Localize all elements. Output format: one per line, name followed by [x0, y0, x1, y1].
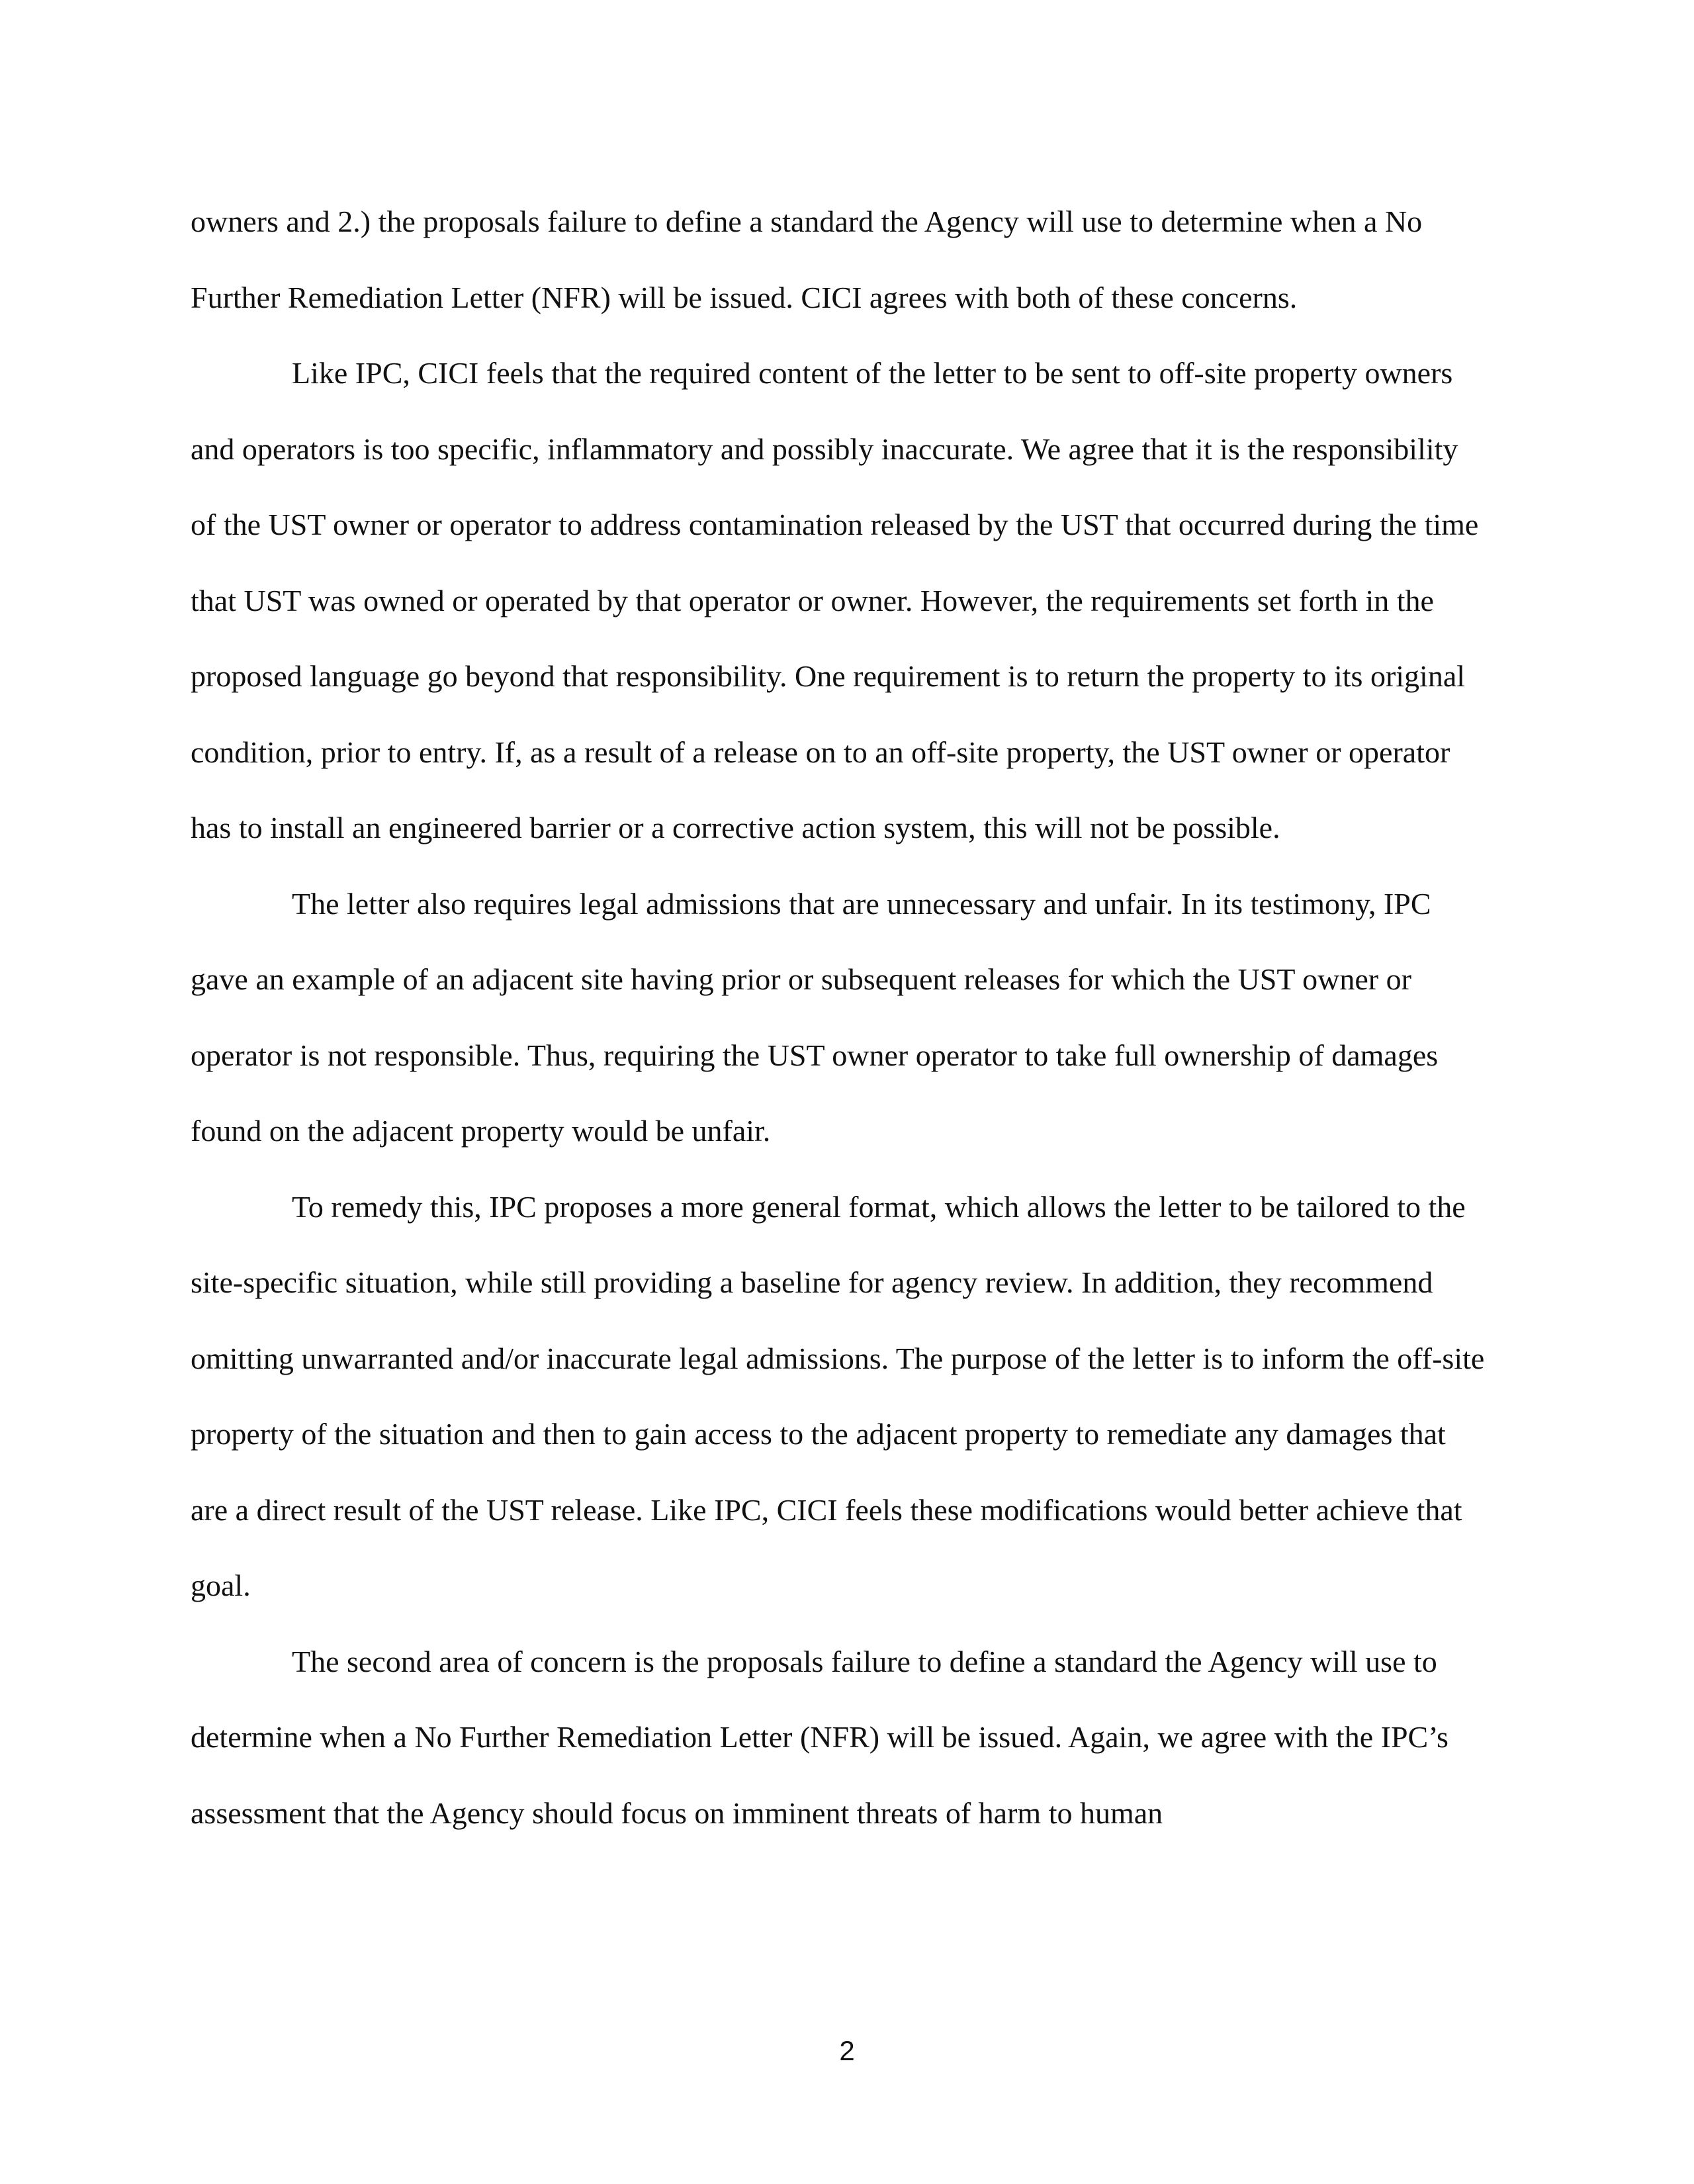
paragraph-legal-admissions: The letter also requires legal admissions that are unnecessary and unfair. In its testimony, IPC gave an example of an adjacent site having prior or subsequent releases for which the UST owner or operator is not responsible. Thus, requiring the UST owner operator to take full ownership of damages found on the adjacent property would be unfair.	[191, 886, 1439, 1148]
paragraph-remedy: To remedy this, IPC proposes a more general format, which allows the letter to be tailored to the site-specific situation, while still providing a baseline for agency review. In addition, they recommend omitting unwarranted and/or inaccurate legal admissions. The purpose of the letter is to inform the off-site property of the situation and then to gain access to the adjacent property to remediate any damages that are a direct result of the UST release. Like IPC, CICI feels these modifications would better achieve that goal.	[191, 1189, 1485, 1602]
paragraph-nfr-concern: The second area of concern is the proposals failure to define a standard the Agency will use to determine when a No Further Remediation Letter (NFR) will be issued. Again, we agree with the IPC’s assessment that the Agency should focus on imminent threats of harm to human	[191, 1644, 1449, 1830]
document-body	[191, 184, 1488, 1851]
paragraph-offsite-letter: Like IPC, CICI feels that the required content of the letter to be sent to off-site property owners and operators is too specific, inflammatory and possibly inaccurate. We agree that it is the responsibility of the UST owner or operator to address contamination released by the UST that occurred during the time that UST was owned or operated by that operator or owner. However, the requirements set forth in the proposed language go beyond that responsibility. One requirement is to return the property to its original condition, prior to entry. If, as a result of a release on to an off-site property, the UST owner or operator has to install an engineered barrier or a corrective action system, this will not be possible.	[191, 356, 1479, 844]
page-number: 2	[839, 2035, 855, 2066]
paragraph-continuation: owners and 2.) the proposals failure to define a standard the Agency will use to determine when a No Further Remediation Letter (NFR) will be issued. CICI agrees with both of these concerns.	[191, 205, 1423, 314]
